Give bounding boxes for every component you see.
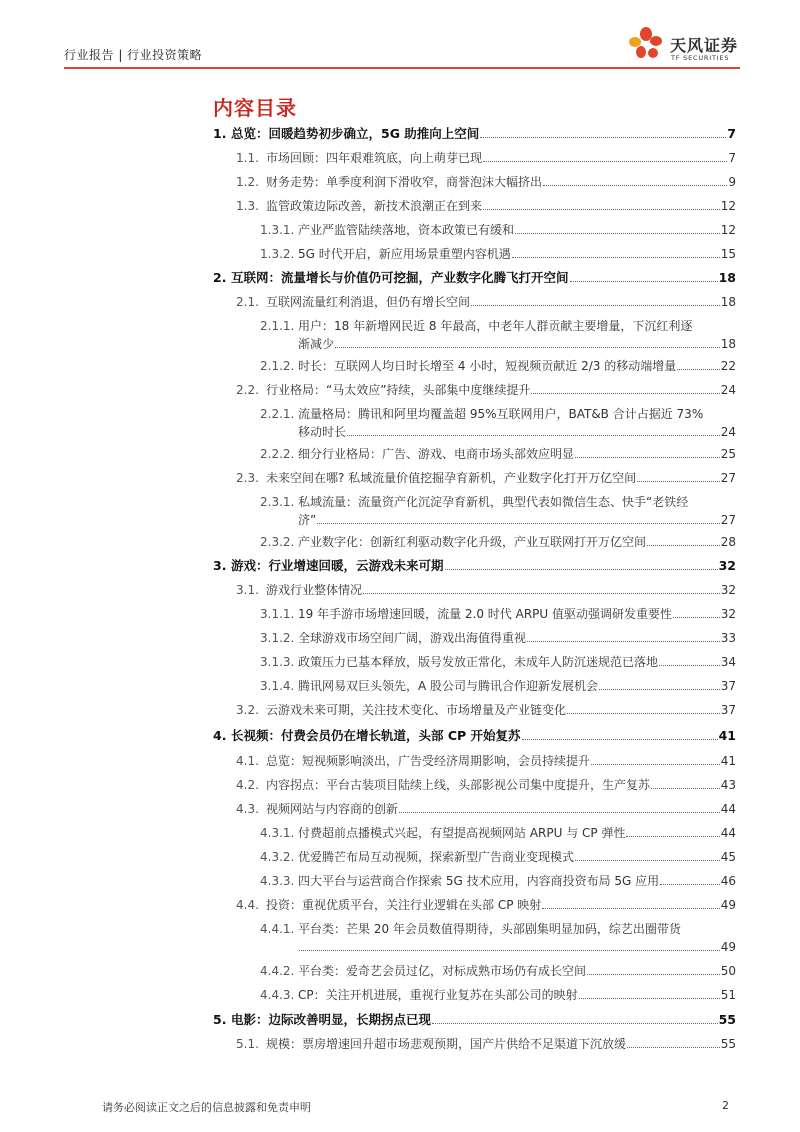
toc-entry-page: 45 [720,850,736,864]
toc-entry-title: 细分行业格局：广告、游戏、电商市场头部效应明显 [298,447,575,461]
toc-entry[interactable] [236,752,736,770]
toc-entry[interactable] [213,1011,736,1029]
toc-leader-dots [673,617,720,618]
toc-entry-number: 3.1.3. [260,655,295,669]
toc-entry-page: 49 [720,940,736,954]
toc-entry-title: CP：关注开机进展，重视行业复苏在头部公司的映射 [298,988,578,1002]
toc-leader-dots [445,569,718,570]
toc-entry-number: 1.3. [236,199,259,213]
toc-leader-dots [647,545,720,546]
toc-leader-dots [637,481,720,482]
toc-entry-page: 32 [720,583,736,597]
toc-entry[interactable] [260,533,736,551]
toc-entry-title: 规模：票房增速回升超市场悲观预期，国产片供给不足渠道下沉放缓 [266,1037,627,1051]
toc-leader-dots [567,713,720,714]
toc-entry-number: 2.2. [236,383,259,397]
report-category: 行业报告 | 行业投资策略 [64,48,203,62]
toc-entry[interactable] [236,197,736,215]
toc-entry[interactable] [260,677,736,695]
toc-entry-title: 用户：18 年新增网民近 8 年最高，中老年人群贡献主要增量，下沉红利逐 [298,319,693,333]
toc-entry[interactable] [260,357,736,375]
toc-entry-page: 24 [720,425,736,439]
toc-entry-page: 25 [720,447,736,461]
toc-entry[interactable] [236,149,736,167]
toc-entry-title: 总览：回暖趋势初步确立，5G 助推向上空间 [231,126,480,141]
toc-entry-title: 产业数字化：创新红利驱动数字化升级，产业互联网打开万亿空间 [298,535,647,549]
toc-entry-number: 3.1. [236,583,259,597]
toc-entry-title: 电影：边际改善明显，长期拐点已现 [231,1012,432,1027]
toc-entry-title: 视频网站与内容商的创新 [266,802,399,816]
toc-entry-title: 私域流量：流量资产化沉淀孕育新机，典型代表如微信生态、快手“老铁经 [298,495,689,509]
toc-entry-number: 3.1.1. [260,607,295,621]
toc-entry-number: 2.3. [236,471,259,485]
toc-entry-number: 4.3.1. [260,826,295,840]
toc-entry-title: 平台类：爱奇艺会员过亿，对标成熟市场仍有成长空间 [298,964,587,978]
toc-leader-dots [591,764,720,765]
toc-entry[interactable] [260,653,736,671]
toc-entry-title: 时长：互联网人均日时长增至 4 小时，短视频贡献近 2/3 的移动端增量 [298,359,677,373]
toc-entry-number: 5.1. [236,1037,259,1051]
toc-entry-number: 2.1.1. [260,319,295,333]
toc-entry-title: 投资：重视优质平台，关注行业逻辑在头部 CP 映射 [266,898,542,912]
toc-leader-dots [651,788,720,789]
toc-entry[interactable] [236,800,736,818]
toc-leader-dots [480,137,726,138]
toc-entry-number: 1.1. [236,151,259,165]
toc-leader-dots [432,1023,718,1024]
toc-leader-dots [575,860,720,861]
toc-entry-page: 32 [718,558,736,573]
toc-entry-number: 4.2. [236,778,259,792]
toc-entry-title: 财务走势：单季度利润下滑收窄，商誉泡沫大幅挤出 [266,175,543,189]
toc-entry[interactable] [213,269,736,287]
logo-english-name: TF SECURITIES [671,54,730,62]
toc-leader-dots [599,689,720,690]
toc-entry-title: 四大平台与运营商合作探索 5G 技术应用，内容商投资布局 5G 应用 [298,874,660,888]
toc-entry-page: 22 [720,359,736,373]
toc-entry[interactable] [260,920,736,956]
toc-entry-number: 5. [213,1012,227,1027]
toc-entry[interactable] [236,293,736,311]
toc-entry[interactable] [236,381,736,399]
toc-leader-dots [317,523,720,524]
toc-entry-page: 37 [720,703,736,717]
toc-leader-dots [299,950,720,951]
toc-leader-dots [659,665,720,666]
toc-entry-number: 4.1. [236,754,259,768]
toc-entry[interactable] [236,173,736,191]
toc-entry-number: 4.3.3. [260,874,295,888]
toc-entry-number: 2.3.2. [260,535,295,549]
toc-entry-page: 55 [720,1037,736,1051]
toc-entry-title-continued: 济” [298,513,317,527]
toc-leader-dots [347,435,720,436]
toc-entry-number: 4.3.2. [260,850,295,864]
toc-entry-number: 4.4. [236,898,259,912]
toc-entry[interactable] [213,125,736,143]
toc-leader-dots [660,884,720,885]
toc-entry-page: 51 [720,988,736,1002]
toc-entry-page: 49 [720,898,736,912]
toc-entry-title: 付费超前点播模式兴起，有望提高视频网站 ARPU 与 CP 弹性 [298,826,626,840]
toc-entry-page: 33 [720,631,736,645]
toc-entry[interactable] [260,605,736,623]
toc-entry[interactable] [260,493,736,529]
toc-entry-page: 50 [720,964,736,978]
toc-heading: 内容目录 [213,96,297,120]
toc-entry-page: 28 [720,535,736,549]
toc-entry-title: 行业格局：“马太效应”持续，头部集中度继续提升 [266,383,531,397]
toc-entry-title-continued: 移动时长 [298,425,347,439]
toc-leader-dots [531,393,719,394]
toc-entry-page: 41 [720,754,736,768]
toc-entry-number: 2.2.2. [260,447,295,461]
toc-entry-number: 2.1. [236,295,259,309]
toc-entry-page: 24 [720,383,736,397]
toc-entry-number: 3.2. [236,703,259,717]
toc-entry-title: 5G 时代开启，新应用场景重塑内容机遇 [298,247,511,261]
toc-entry-page: 12 [720,223,736,237]
toc-entry-number: 2. [213,270,227,285]
toc-entry-title: 市场回顾：四年艰难筑底，向上萌芽已现 [266,151,483,165]
toc-leader-dots [522,739,718,740]
toc-entry-page: 32 [720,607,736,621]
logo-chinese-name: 天风证券 [670,36,739,55]
toc-entry-page: 12 [720,199,736,213]
toc-entry-number: 2.3.1. [260,495,295,509]
toc-entry[interactable] [260,986,736,1004]
toc-entry-page: 41 [718,728,736,743]
page-number: 2 [722,1099,729,1112]
toc-entry[interactable] [260,317,736,353]
toc-entry-title: 流量格局：腾讯和阿里均覆盖超 95%互联网用户，BAT&B 合计占据近 73% [298,407,704,421]
toc-entry-page: 18 [720,295,736,309]
page-header [0,0,800,72]
toc-entry-title: 长视频：付费会员仍在增长轨道，头部 CP 开始复苏 [231,728,521,743]
toc-entry[interactable] [236,896,736,914]
toc-entry-title: 监管政策边际改善，新技术浪潮正在到来 [266,199,483,213]
toc-entry-page: 37 [720,679,736,693]
toc-entry-number: 1. [213,126,227,141]
toc-entry-page: 34 [720,655,736,669]
toc-entry[interactable] [260,445,736,463]
toc-leader-dots [677,369,720,370]
toc-entry[interactable] [260,848,736,866]
toc-leader-dots [527,641,720,642]
toc-entry[interactable] [213,727,736,745]
toc-entry-number: 1.2. [236,175,259,189]
toc-entry-page: 7 [728,151,736,165]
toc-leader-dots [570,281,718,282]
toc-entry-title: 政策压力已基本释放，版号发放正常化，未成年人防沉迷规范已落地 [298,655,659,669]
toc-entry[interactable] [236,776,736,794]
toc-entry-title: 云游戏未来可期，关注技术变化、市场增量及产业链变化 [266,703,567,717]
toc-entry-page: 43 [720,778,736,792]
toc-leader-dots [471,305,720,306]
toc-leader-dots [515,233,720,234]
toc-entry-number: 1.3.1. [260,223,295,237]
toc-entry[interactable] [260,405,736,441]
toc-leader-dots [587,974,720,975]
toc-entry-title-continued: 渐减少 [298,337,335,351]
toc-entry-number: 4.4.3. [260,988,295,1002]
toc-leader-dots [399,812,720,813]
toc-leader-dots [579,998,720,999]
toc-entry-title: 内容拐点：平台古装项目陆续上线，头部影视公司集中度提升，生产复苏 [266,778,651,792]
toc-entry-number: 3. [213,558,227,573]
toc-entry-title: 互联网：流量增长与价值仍可挖掘，产业数字化腾飞打开空间 [231,270,569,285]
toc-entry-number: 3.1.4. [260,679,295,693]
toc-entry-title: 优爱腾芒布局互动视频，探索新型广告商业变现模式 [298,850,575,864]
toc-entry[interactable] [236,701,736,719]
toc-entry-page: 27 [720,471,736,485]
toc-entry-page: 55 [718,1012,736,1027]
toc-entry-number: 4.3. [236,802,259,816]
toc-entry[interactable] [260,962,736,980]
toc-leader-dots [627,1047,720,1048]
toc-entry[interactable] [260,824,736,842]
toc-entry-title: 游戏行业整体情况 [266,583,363,597]
toc-entry-title: 19 年手游市场增速回暖，流量 2.0 时代 ARPU 值驱动强调研发重要性 [298,607,672,621]
toc-leader-dots [575,457,720,458]
toc-entry-title: 游戏：行业增速回暖，云游戏未来可期 [231,558,444,573]
toc-leader-dots [363,593,720,594]
flower-logo-icon [626,26,666,64]
toc-leader-dots [512,257,720,258]
toc-entry-title: 互联网流量红利消退，但仍有增长空间 [266,295,471,309]
toc-entry[interactable] [260,872,736,890]
toc-entry[interactable] [236,581,736,599]
toc-entry[interactable] [260,629,736,647]
toc-entry-number: 2.2.1. [260,407,295,421]
toc-entry-number: 1.3.2. [260,247,295,261]
footer-disclaimer: 请务必阅读正文之后的信息披露和免责申明 [102,1101,311,1114]
toc-entry-page: 15 [720,247,736,261]
toc-entry-number: 4.4.2. [260,964,295,978]
toc-entry-page: 7 [727,126,736,141]
toc-leader-dots [335,347,720,348]
toc-entry-title: 腾讯网易双巨头领先，A 股公司与腾讯合作迎新发展机会 [298,679,599,693]
header-divider [64,67,740,69]
toc-entry[interactable] [236,1035,736,1053]
toc-entry-number: 2.1.2. [260,359,295,373]
toc-leader-dots [483,209,720,210]
toc-leader-dots [626,836,719,837]
toc-entry-number: 3.1.2. [260,631,295,645]
toc-entry[interactable] [213,557,736,575]
toc-entry-page: 18 [718,270,736,285]
toc-entry-page: 44 [720,826,736,840]
toc-entry-number: 4.4.1. [260,922,295,936]
toc-leader-dots [542,908,719,909]
toc-leader-dots [483,161,727,162]
toc-entry[interactable] [260,221,736,239]
toc-entry-title: 平台类：芒果 20 年会员数值得期待，头部剧集明显加码，综艺出圈带货 [298,922,681,936]
toc-entry-title: 未来空间在哪? 私域流量价值挖掘孕育新机，产业数字化打开万亿空间 [266,471,637,485]
toc-entry-page: 18 [720,337,736,351]
toc-entry-page: 9 [728,175,736,189]
toc-entry-title: 全球游戏市场空间广阔，游戏出海值得重视 [298,631,527,645]
toc-entry-page: 46 [720,874,736,888]
toc-entry-title: 产业严监管陆续落地，资本政策已有缓和 [298,223,515,237]
toc-entry[interactable] [260,245,736,263]
toc-leader-dots [543,185,727,186]
toc-entry-title: 总览：短视频影响淡出，广告受经济周期影响，会员持续提升 [266,754,591,768]
toc-entry-page: 27 [720,513,736,527]
company-logo [626,26,744,64]
toc-entry-page: 44 [720,802,736,816]
toc-entry-number: 4. [213,728,227,743]
toc-entry[interactable] [236,469,736,487]
